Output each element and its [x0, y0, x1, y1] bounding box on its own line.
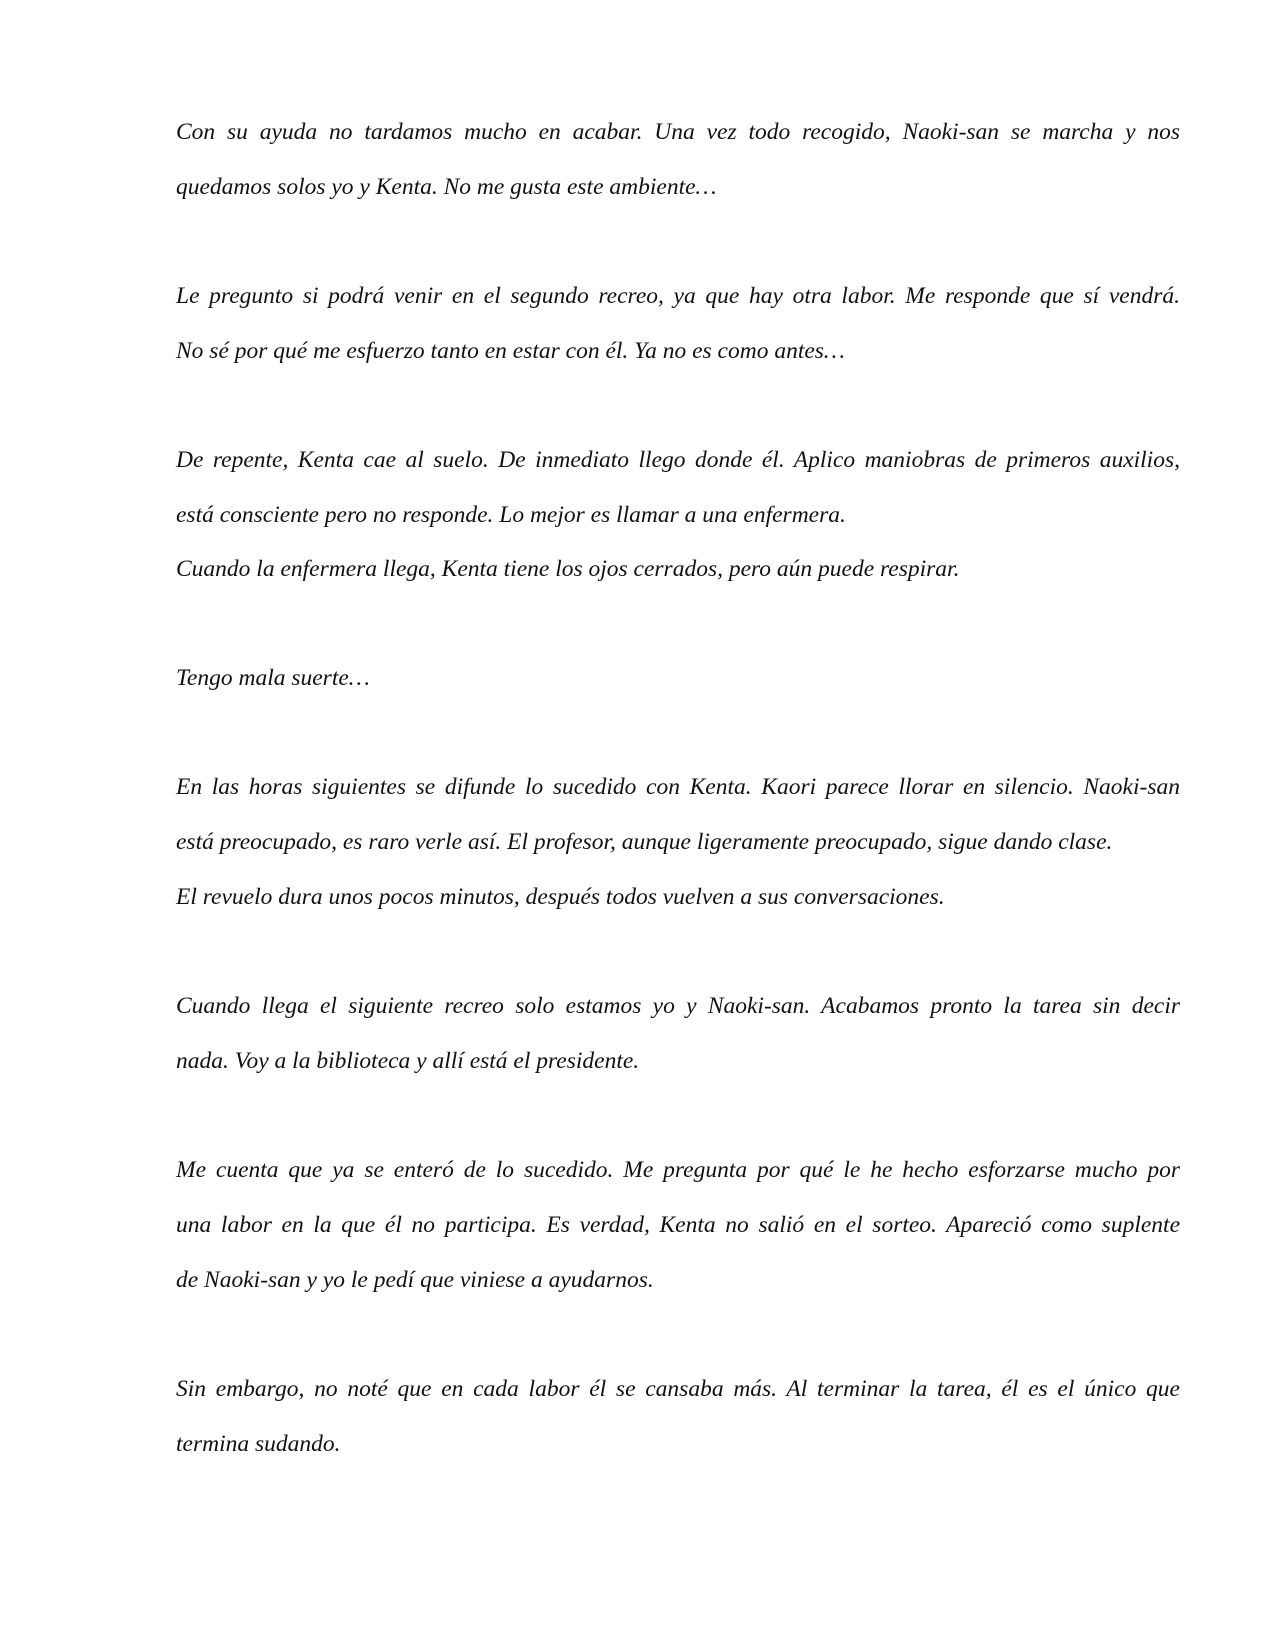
text-line: una labor en la que él no participa. Es verdad, Kenta no salió en el sorteo. Apareció como suplente [176, 1212, 1180, 1238]
text-line: Tengo mala suerte… [176, 665, 370, 691]
text-line: quedamos solos yo y Kenta. No me gusta este ambiente… [176, 174, 717, 200]
text-line: de Naoki-san y yo le pedí que viniese a ayudarnos. [176, 1267, 654, 1293]
text-line: Cuando la enfermera llega, Kenta tiene los ojos cerrados, pero aún puede respirar. [176, 556, 960, 582]
text-line: No sé por qué me esfuerzo tanto en estar con él. Ya no es como antes… [176, 338, 845, 364]
text-line: Le pregunto si podrá venir en el segundo recreo, ya que hay otra labor. Me responde que sí vendrá. [176, 283, 1180, 309]
text-line: nada. Voy a la biblioteca y allí está el presidente. [176, 1048, 640, 1074]
text-line: Cuando llega el siguiente recreo solo estamos yo y Naoki-san. Acabamos pronto la tarea sin decir [176, 993, 1180, 1019]
text-line: termina sudando. [176, 1431, 341, 1457]
text-line: Me cuenta que ya se enteró de lo sucedido. Me pregunta por qué le he hecho esforzarse mucho por [176, 1157, 1180, 1183]
text-line: De repente, Kenta cae al suelo. De inmediato llego donde él. Aplico maniobras de primeros auxilios, [176, 447, 1180, 473]
text-line: está consciente pero no responde. Lo mejor es llamar a una enfermera. [176, 502, 846, 528]
text-line: está preocupado, es raro verle así. El profesor, aunque ligeramente preocupado, sigue dando clase. [176, 829, 1113, 855]
text-line: Sin embargo, no noté que en cada labor él se cansaba más. Al terminar la tarea, él es el único que [176, 1376, 1180, 1402]
text-line: Con su ayuda no tardamos mucho en acabar. Una vez todo recogido, Naoki-san se marcha y nos [176, 119, 1180, 145]
text-line: En las horas siguientes se difunde lo sucedido con Kenta. Kaori parece llorar en silencio. Naoki-san [176, 774, 1180, 800]
text-line: El revuelo dura unos pocos minutos, después todos vuelven a sus conversaciones. [176, 884, 945, 910]
